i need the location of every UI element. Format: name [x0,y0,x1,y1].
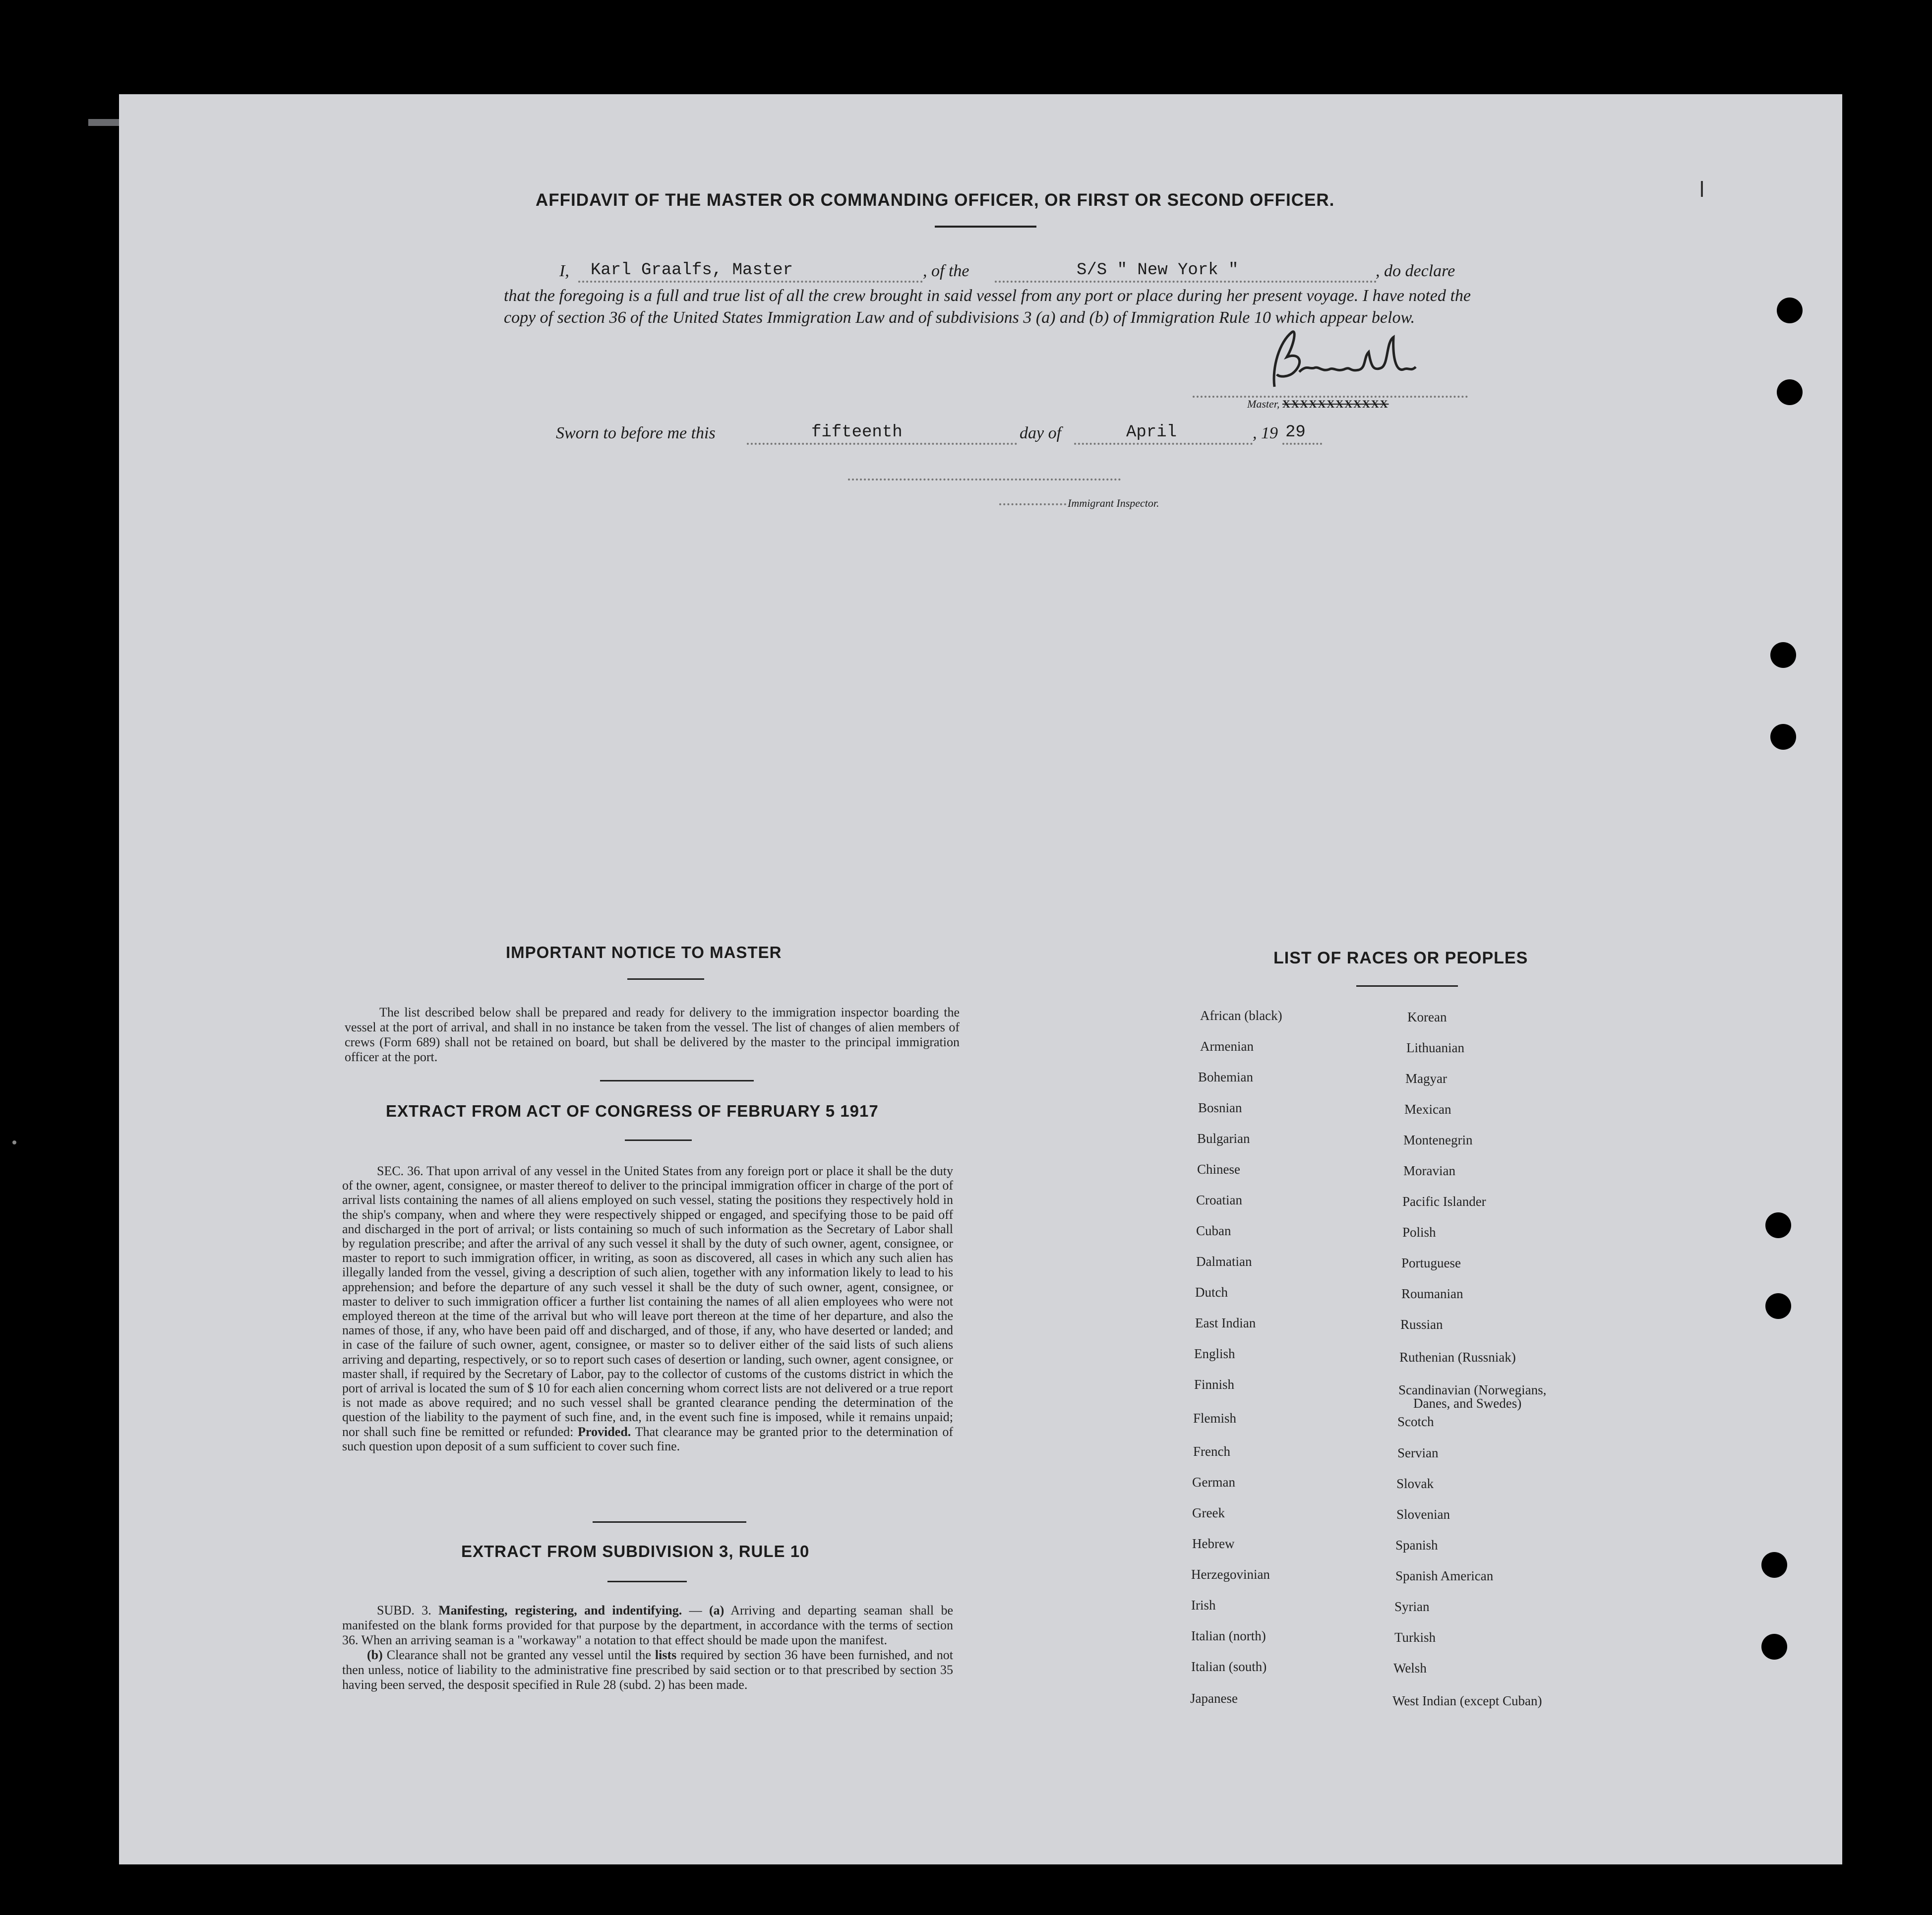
race-item: Lithuanian [1406,1040,1464,1055]
subd-a-paragraph [342,1603,953,1648]
race-scandinavian-continuation: Danes, and Swedes) [1413,1396,1522,1411]
notice-divider [600,1080,754,1081]
race-item: Chinese [1197,1162,1240,1177]
act-body: SEC. 36. That upon arrival of any vessel in the United States from any foreign port or place it shall be the duty of the owner, agent, consignee, or master thereof to deliver to the principal immigration officer in charge of the port of arrival lists containing the names of all aliens employed on such vessel, stating the positions they respectively hold in the ship's company, when and where they were respectively shipped or engaged, and specifying those to be paid off and discharged in the port of arrival; or lists containing so much of such information as the Secretary of Labor shall by regulation prescribe; and after the arrival of any such vessel it shall by the duty of such owner, agent, consignee, or master to report to such immigration officer, in writing, as soon as discovered, all cases in which any such alien has illegally landed from the vessel, giving a description of such alien, together with any information likely to lead to his apprehension; and before the departure of any such vessel it shall be the duty of such owner, agent, consignee, or master to deliver to such immigration officer a further list containing the names of all alien employees who were not employed thereon at the time of the arrival but who will leave port thereon at the time of her departure, and also the names of those, if any, who have been paid off and discharged, and of those, if any, who have deserted or landed; and in case of the failure of such owner, agent, consignee, or master so to deliver either of the said lists of such aliens arriving and departing, respectively, or so to report such cases of desertion or landing, such owner, agent consignee, or master shall, if required by the Secretary of Labor, pay to the collector of customs of the customs district in which the port of arrival is located the sum of $ 10 for each alien concerning whom correct lists are not delivered or a true report is not made as above required; and no such vessel shall be granted clearance pending the determination of the question of the liability to the payment of such fine, and, in the event such fine is imposed, while it remains unpaid; nor shall such fine be remitted or refunded: [342,1164,953,1439]
title-rule [935,226,1036,228]
race-item: Hebrew [1192,1536,1235,1551]
race-item: Scandinavian (Norwegians, [1398,1382,1547,1397]
race-item: Pacific Islander [1402,1194,1486,1209]
sworn-label: Sworn to before me this [556,424,716,442]
subd-dash: — [689,1603,702,1617]
subd-a-label: (a) [709,1603,724,1617]
rule-text [342,1603,953,1692]
binder-hole [1777,379,1803,405]
race-item: Ruthenian (Russniak) [1399,1350,1516,1365]
intro-prefix: I, [559,262,569,280]
race-item: African (black) [1200,1008,1282,1023]
race-item: Finnish [1194,1377,1235,1392]
race-item: Irish [1191,1598,1216,1613]
act-text [342,1164,953,1453]
inspector-dotted-line [999,503,1066,505]
race-item: Mexican [1404,1102,1451,1117]
binder-hole [1761,1552,1787,1578]
document-page [119,94,1842,1864]
notice-text [345,1005,960,1065]
notice-title: IMPORTANT NOTICE TO MASTER [506,943,782,961]
year-field: 29 [1285,423,1306,442]
struck-out-title: XXXXXXXXXXXX [1282,398,1389,410]
race-item: Dalmatian [1196,1254,1252,1269]
race-item: Scotch [1397,1414,1434,1429]
binder-hole [1765,1293,1791,1319]
race-item: Italian (north) [1191,1628,1266,1643]
race-item: Turkish [1394,1630,1436,1645]
race-item: Russian [1400,1317,1443,1332]
name-dotted-line [578,281,923,283]
race-item: Moravian [1403,1163,1455,1178]
race-item: Croatian [1196,1193,1242,1207]
race-item: Herzegovinian [1191,1567,1270,1582]
race-item: Syrian [1394,1599,1430,1614]
race-item: Flemish [1193,1411,1237,1426]
master-caption: Master, [1247,398,1280,410]
subd-heading: Manifesting, registering, and indentifying. [438,1603,682,1617]
subd-b-text-2: required by section 36 have been furnished, and not then unless, notice of liability to the administrative fine prescribed by said section or to that prescribed by section 35 having been served, the desposit specified in Rule 28 (subd. 2) has been made. [342,1648,953,1692]
day-of-label: day of [1020,424,1062,442]
master-name-field: Karl Graalfs, Master [591,261,793,280]
races-title: LIST OF RACES OR PEOPLES [1273,949,1528,967]
race-item: Greek [1192,1505,1225,1520]
rule-title: EXTRACT FROM SUBDIVISION 3, RULE 10 [461,1542,810,1560]
notice-rule [627,978,704,980]
month-dotted-line [1074,443,1253,445]
races-rule [1356,985,1458,987]
race-item: Roumanian [1401,1286,1463,1301]
binder-hole [1770,724,1796,750]
race-item: Montenegrin [1403,1133,1473,1147]
race-item: Dutch [1195,1285,1228,1300]
race-item: Spanish [1395,1538,1438,1553]
rule-underline [607,1581,687,1582]
of-the-label: , of the [923,262,969,280]
notice-paragraph: The list described below shall be prepared and ready for delivery to the immigration inspector boarding the vessel at the port of arrival, and shall in no instance be taken from the vessel. The list of changes of alien members of crews (Form 689) shall not be retained on board, but shall be delivered by the master to the principal immigration officer at the port. [345,1005,960,1064]
subd-b-lists: lists [655,1648,677,1662]
race-item: East Indian [1195,1316,1256,1330]
master-signature [1245,322,1443,397]
affidavit-body: that the foregoing is a full and true list of all the crew brought in said vessel from any port or place during her present voyage. I have noted the copy of section 36 of the United States Immigration Law and of subdivisions 3 (a) and (b) of Immigration Rule 10 which appear below. [504,287,1471,327]
act-paragraph [342,1164,953,1453]
race-item: Servian [1397,1445,1439,1460]
race-item: Slovenian [1396,1507,1450,1522]
act-title: EXTRACT FROM ACT OF CONGRESS OF FEBRUARY 5 1917 [386,1102,879,1120]
race-item: French [1193,1444,1230,1459]
race-item: Portuguese [1401,1256,1461,1270]
race-item: German [1192,1475,1235,1490]
subd-a-text: Arriving and departing seaman shall be manifested on the blank forms provided for that purpose by the department, in accordance with the terms of section 36. When an arriving seaman is a "workaway" a notation to that effect should be made upon the manifest. [342,1603,954,1647]
race-item: Japanese [1190,1691,1238,1706]
subd-b-paragraph [342,1648,953,1692]
race-item: Magyar [1405,1071,1447,1086]
act-rule [625,1139,692,1141]
day-dotted-line [747,443,1017,445]
provided-label: Provided. [578,1424,631,1439]
race-item: Korean [1407,1010,1447,1024]
year-prefix: , 19 [1253,424,1278,442]
month-field: April [1126,423,1177,442]
act-divider [593,1521,746,1523]
binder-hole [1761,1634,1787,1660]
race-item: Cuban [1196,1223,1231,1238]
race-item: Spanish American [1395,1568,1494,1583]
race-item: Armenian [1200,1039,1254,1054]
binder-hole [1770,642,1796,668]
subd-b-label: (b) [367,1648,383,1662]
act-proviso: That clearance may be granted prior to the determination of such question upon deposit of a sum sufficient to cover such fine. [342,1424,954,1453]
race-item: Bohemian [1198,1070,1253,1084]
do-declare-label: , do declare [1376,262,1455,280]
race-item: English [1194,1346,1235,1361]
subd-b-text-1: Clearance shall not be granted any vessel until the [386,1648,651,1662]
binder-hole [1765,1212,1791,1238]
year-dotted-line [1282,443,1322,445]
race-item: West Indian (except Cuban) [1392,1693,1542,1708]
vessel-dotted-line [995,281,1377,283]
signature-caption [1247,398,1389,411]
affidavit-title: AFFIDAVIT OF THE MASTER OR COMMANDING OFFICER, OR FIRST OR SECOND OFFICER. [536,190,1335,210]
day-field: fifteenth [811,423,903,442]
race-item: Polish [1402,1225,1436,1240]
subd-label: SUBD. 3. [377,1603,431,1617]
scan-speck [12,1140,16,1144]
race-item: Italian (south) [1191,1659,1267,1674]
race-item: Bulgarian [1197,1131,1250,1146]
vessel-name-field: S/S " New York " [1077,261,1239,280]
race-item: Welsh [1393,1661,1427,1676]
race-item: Bosnian [1198,1100,1242,1115]
inspector-signature-line [848,479,1121,480]
page-number-mark [1701,181,1703,197]
binder-hole [1777,298,1803,323]
race-item: Slovak [1396,1476,1434,1491]
inspector-label: Immigrant Inspector. [1068,497,1159,509]
